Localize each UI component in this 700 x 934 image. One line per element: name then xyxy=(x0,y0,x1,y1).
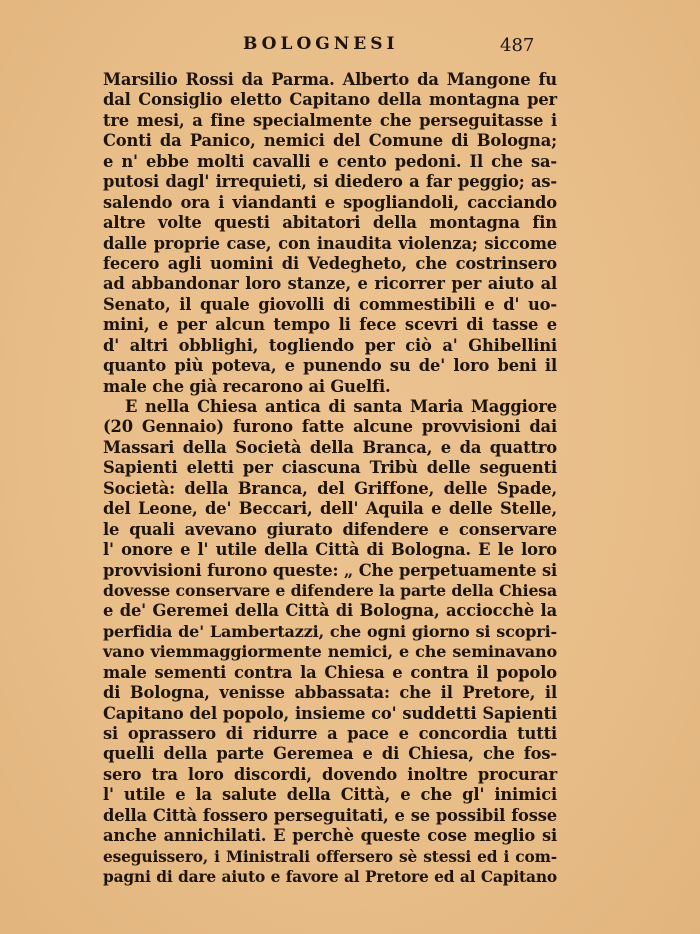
text-line: altre volte questi abitatori della montagna fin xyxy=(103,213,557,233)
page-number: 487 xyxy=(500,35,535,56)
text-line: e n' ebbe molti cavalli e cento pedoni. Il che sa- xyxy=(103,151,557,171)
text-line: fecero agli uomini di Vedegheto, che costrinsero xyxy=(103,253,557,273)
text-line: Conti da Panico, nemici del Comune di Bologna; xyxy=(103,131,557,151)
body-text xyxy=(103,70,557,888)
page-header xyxy=(0,32,700,60)
text-line: e de' Geremei della Città di Bologna, acciocchè la xyxy=(103,601,557,621)
text-line: salendo ora i viandanti e spogliandoli, cacciando xyxy=(103,192,557,212)
text-line: l' utile e la salute della Città, e che gl' inimici xyxy=(103,785,557,805)
text-line: male che già recarono ai Guelfi. xyxy=(103,376,391,396)
running-head: BOLOGNESI xyxy=(243,34,399,54)
text-line: quanto più poteva, e punendo su de' loro beni il xyxy=(103,356,557,376)
text-line: Massari della Società della Branca, e da quattro xyxy=(103,437,557,457)
text-line: le quali avevano giurato difendere e conservare xyxy=(103,519,557,539)
text-line: di Bologna, venisse abbassata: che il Pretore, il xyxy=(103,683,557,703)
text-line: ad abbandonar loro stanze, e ricorrer per aiuto al xyxy=(103,274,557,294)
text-line: male sementi contra la Chiesa e contra il popolo xyxy=(103,662,557,682)
text-line: pagni di dare aiuto e favore al Pretore ed al Capitano xyxy=(103,868,557,887)
text-line: del Leone, de' Beccari, dell' Aquila e delle Stelle, xyxy=(103,499,557,519)
text-line: anche annichilati. E perchè queste cose meglio si xyxy=(103,826,557,846)
text-line: dovesse conservare e difendere la parte della Chiesa xyxy=(103,580,557,600)
text-line: l' onore e l' utile della Città di Bologna. E le loro xyxy=(103,540,557,560)
text-line: d' altri obblighi, togliendo per ciò a' Ghibellini xyxy=(103,335,557,355)
text-line: quelli della parte Geremea e di Chiesa, che fos- xyxy=(103,744,557,764)
text-line: Sapienti eletti per ciascuna Tribù delle seguenti xyxy=(103,458,557,478)
text-line: Società: della Branca, del Griffone, delle Spade, xyxy=(103,478,557,498)
text-line: della Città fossero perseguitati, e se possibil fosse xyxy=(103,805,557,825)
text-line: perfidia de' Lambertazzi, che ogni giorno si scopri- xyxy=(103,621,557,641)
text-line: (20 Gennaio) furono fatte alcune provvisioni dai xyxy=(103,417,557,437)
text-line: dal Consiglio eletto Capitano della montagna per xyxy=(103,90,557,110)
text-line: si oprassero di ridurre a pace e concordia tutti xyxy=(103,724,557,743)
text-line: dalle proprie case, con inaudita violenza; siccome xyxy=(103,233,557,253)
text-line: Capitano del popolo, insieme co' suddetti Sapienti xyxy=(103,703,557,723)
text-line: provvisioni furono queste: „ Che perpetuamente si xyxy=(103,560,557,580)
text-line: Marsilio Rossi da Parma. Alberto da Mangone fu xyxy=(103,70,557,89)
text-line: E nella Chiesa antica di santa Maria Maggiore xyxy=(125,397,557,416)
text-line: putosi dagl' irrequieti, si diedero a far peggio; as- xyxy=(103,172,557,192)
text-line: Senato, il quale giovolli di commestibili e d' uo- xyxy=(103,294,557,314)
text-line: vano viemmaggiormente nemici, e che seminavano xyxy=(103,642,557,662)
text-line: mini, e per alcun tempo li fece scevri di tasse e xyxy=(103,315,557,335)
text-line: tre mesi, a fine specialmente che perseguitasse i xyxy=(103,110,557,130)
text-line: sero tra loro discordi, dovendo inoltre procurar xyxy=(103,764,557,784)
text-line: eseguissero, i Ministrali offersero sè stessi ed i com- xyxy=(103,847,557,866)
